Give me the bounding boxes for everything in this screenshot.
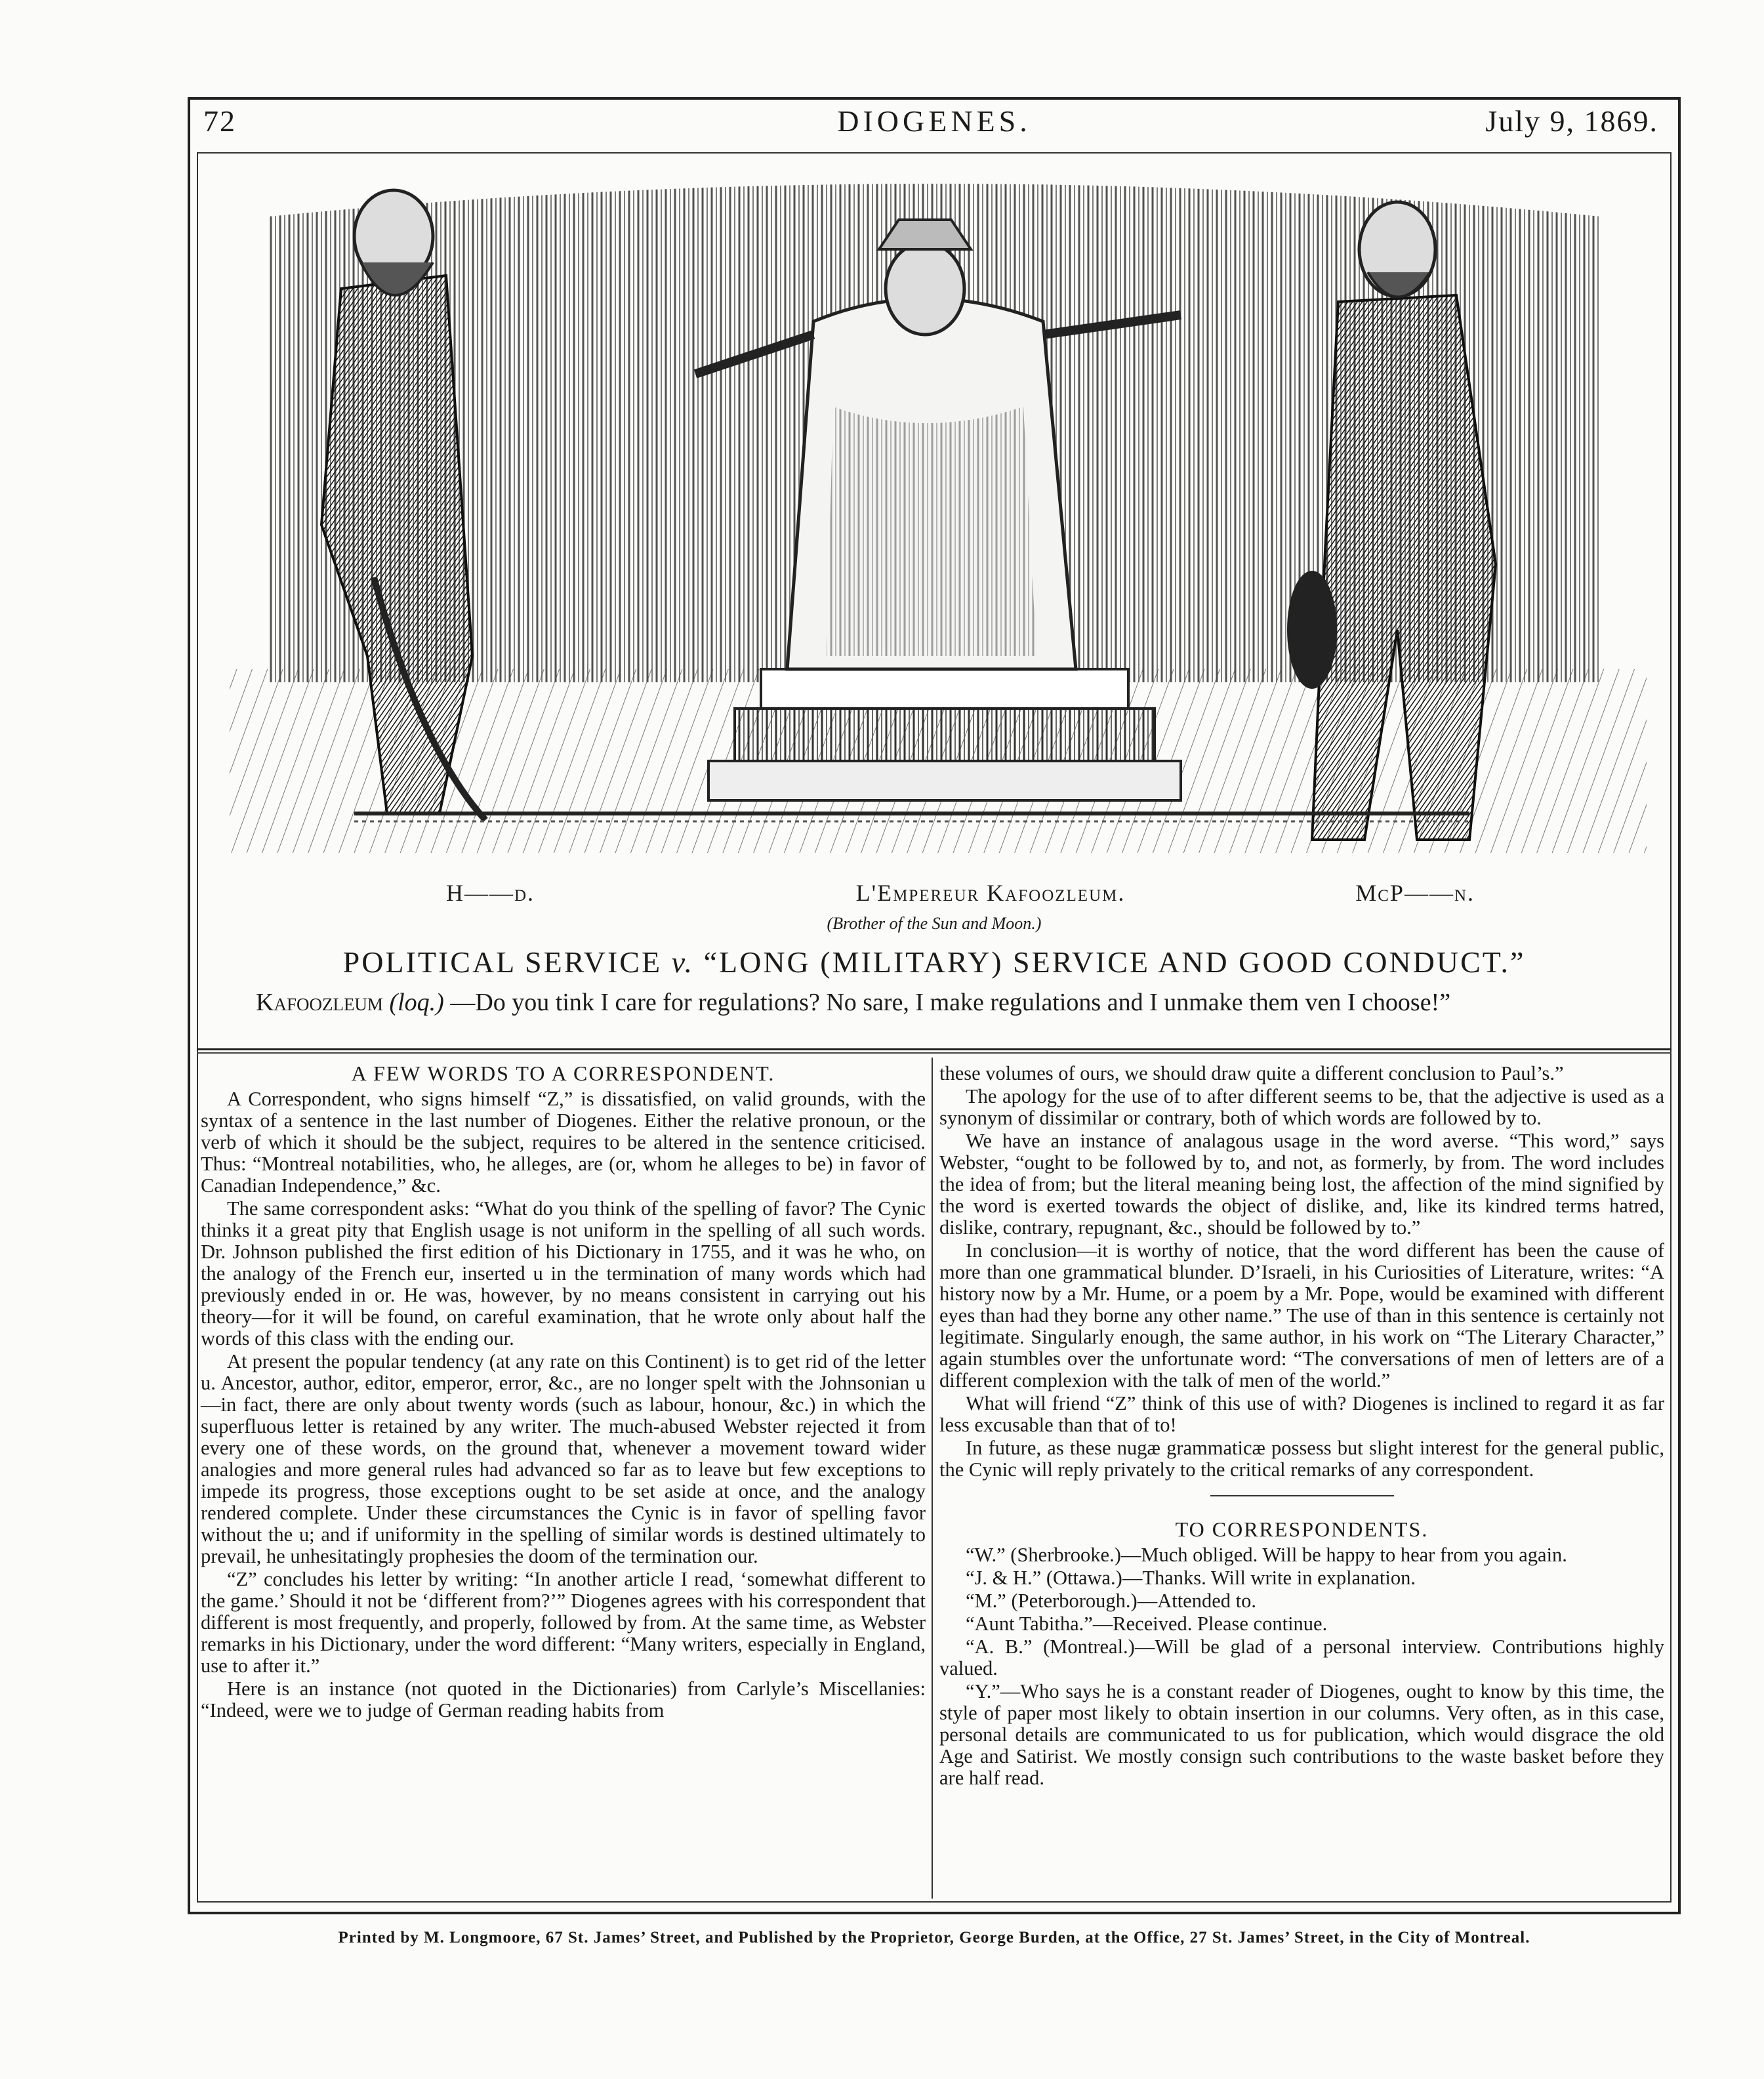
cartoon-headline bbox=[197, 945, 1672, 979]
short-divider bbox=[1210, 1495, 1394, 1496]
headline-versus: v. bbox=[671, 945, 695, 979]
page-number: 72 bbox=[203, 104, 236, 138]
article-paragraph: these volumes of ours, we should draw quite a different conclusion to Paul’s.” bbox=[939, 1062, 1564, 1084]
article-paragraph: We have an instance of analagous usage in the word averse. “This word,” says Webster, “ought to be followed by to, and not, as formerly, by from. The word includes the idea of from; but the literal meaning being lost, the affection of the mind signified by the word is exerted towards the object of dislike, and, like its kindred terms hatred, dislike, contrary, repugnant, &c., should be followed by to.” bbox=[939, 1130, 1664, 1239]
throne-dais bbox=[761, 669, 1128, 709]
quote-stage-direction: (loq.) bbox=[389, 989, 444, 1016]
correspondent-note: “M.” (Peterborough.)—Attended to. bbox=[966, 1590, 1256, 1612]
correspondent-note: “J. & H.” (Ottawa.)—Thanks. Will write in explanation. bbox=[966, 1567, 1416, 1589]
article-paragraph: Here is an instance (not quoted in the Dictionaries) from Carlyle’s Miscellanies: “Indeed, were we to judge of German reading habits from bbox=[201, 1678, 926, 1721]
printer-imprint: Printed by M. Longmoore, 67 St. James’ Street, and Published by the Proprietor, George Burden, at the Office, 27 St. James’ Street, in the City of Montreal. bbox=[338, 1929, 1530, 1946]
cartoon-illustration bbox=[223, 157, 1653, 873]
caption-center-subtitle: (Brother of the Sun and Moon.) bbox=[827, 914, 1042, 933]
correspondents-title: TO CORRESPONDENTS. bbox=[1175, 1517, 1429, 1541]
headline-suffix: “LONG (MILITARY) SERVICE AND GOOD CONDUCT.” bbox=[703, 945, 1526, 979]
issue-date: July 9, 1869. bbox=[1485, 104, 1658, 138]
caption-center: L'Empereur Kafoozleum. bbox=[855, 880, 1126, 906]
masthead bbox=[197, 98, 1672, 151]
correspondent-note: “A. B.” (Montreal.)—Will be glad of a personal interview. Contributions highly valued. bbox=[939, 1636, 1664, 1679]
cartoon-quote bbox=[223, 988, 1653, 1017]
article-paragraph: In conclusion—it is worthy of notice, that the word different has been the cause of more than one grammatical blunder. D’Israeli, in his Curiosities of Literature, writes: “A history now by a Mr. Hume, or a poem by a Mr. Pope, would be examined with different eyes than had they borne any other name.” The use of than in this sentence is certainly not legitimate. Singularly enough, the same author, in his work on “The Literary Character,” again stumbles over the unfortunate word: “The conversations of men of letters are of a different complexion with the talk of men of the world.” bbox=[939, 1239, 1664, 1391]
article-paragraph: The apology for the use of to after different seems to be, that the adjective is used as a synonym of dissimilar or contrary, both of which words are followed by to. bbox=[939, 1085, 1664, 1129]
article-paragraph: At present the popular tendency (at any rate on this Continent) is to get rid of the letter u. Ancestor, author, editor, emperor, error, &c., are no longer spelt with the Johnsonian u—in fact, there are only about twenty words (such as labour, honour, &c.) in which the superfluous letter is retained by any writer. The much-abused Webster rejected it from every one of these words, on the ground that, whenever a movement toward wider analogies and more general rules had advanced so far as to leave but few exceptions to impede its progress, those exceptions ought to be set aside at once, and the analogy rendered complete. Under these circumstances the Cynic is in favor of spelling favor without the u; and if uniformity in the spelling of similar words is destined ultimately to prevail, he unhesitatingly prophesies the doom of the termination our. bbox=[201, 1350, 926, 1567]
article-title: A FEW WORDS TO A CORRESPONDENT. bbox=[351, 1061, 775, 1085]
quote-speaker: Kafoozleum bbox=[256, 989, 383, 1016]
right-column bbox=[939, 1063, 1664, 1790]
caption-right: McP——n. bbox=[1355, 880, 1475, 906]
section-divider bbox=[197, 1048, 1672, 1054]
newspaper-title: DIOGENES. bbox=[837, 104, 1031, 138]
left-column bbox=[201, 1063, 926, 1723]
article-paragraph: The same correspondent asks: “What do you think of the spelling of favor? The Cynic thinks it a great pity that English usage is not uniform in the spelling of all such words. Dr. Johnson published the first edition of his Dictionary in 1755, and it was he who, on the analogy of the French eur, inserted u in the termination of many words which had previously ended in or. He was, however, by no means consistent in carrying out his theory—for it will be found, on careful examination, that he wrote only about half the words of this class with the ending our. bbox=[201, 1197, 926, 1349]
caption-left: H——d. bbox=[446, 880, 535, 906]
correspondent-note: “Aunt Tabitha.”—Received. Please continue. bbox=[966, 1613, 1328, 1635]
column-divider bbox=[932, 1058, 933, 1899]
quote-text: —Do you tink I care for regulations? No sare, I make regulations and I unmake them ven I choose!” bbox=[450, 989, 1451, 1016]
headline-prefix: POLITICAL SERVICE bbox=[342, 945, 663, 979]
illustration-captions bbox=[197, 879, 1672, 918]
article-paragraph: A Correspondent, who signs himself “Z,” is dissatisfied, on valid grounds, with the syntax of a sentence in the last number of Diogenes. Either the relative pronoun, or the verb of which it should be the subject, requires to be altered in the sentence criticised. Thus: “Montreal notabilities, who, he alleges, are (or, whom he alleges to be) in favor of Canadian Independence,” &c. bbox=[201, 1088, 926, 1197]
correspondent-note: “W.” (Sherbrooke.)—Much obliged. Will be happy to hear from you again. bbox=[966, 1544, 1567, 1566]
article-paragraph: In future, as these nugæ grammaticæ possess but slight interest for the general public, the Cynic will reply privately to the critical remarks of any correspondent. bbox=[939, 1437, 1664, 1481]
article-paragraph: “Z” concludes his letter by writing: “In another article I read, ‘somewhat different to the game.’ Should it not be ‘different from?’” Diogenes agrees with his correspondent that different is most frequently, and properly, followed by from. At the same time, as Webster remarks in his Dictionary, under the word different: “Many writers, especially in England, use to after it.” bbox=[201, 1568, 926, 1677]
correspondent-note: “Y.”—Who says he is a constant reader of Diogenes, ought to know by this time, the style of paper most likely to obtain insertion in our columns. Very often, as in this case, personal details are communicated to us for publication, which would disgrace the old Age and Satirist. We mostly consign such contributions to the waste basket before they are half read. bbox=[939, 1680, 1664, 1789]
article-paragraph: What will friend “Z” think of this use of with? Diogenes is inclined to regard it as far less excusable than that of to! bbox=[939, 1392, 1664, 1436]
